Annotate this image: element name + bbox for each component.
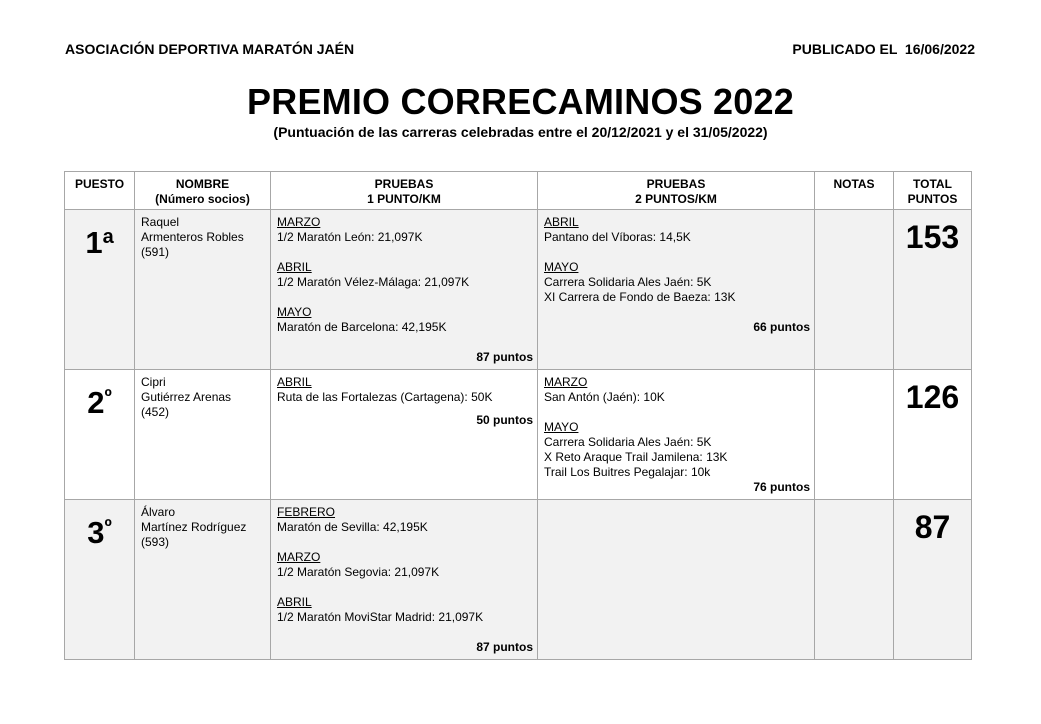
total-points: 87	[894, 500, 972, 660]
header-nombre-label: NOMBRE	[175, 177, 230, 191]
header-total-label: TOTAL	[913, 177, 952, 191]
month-label: ABRIL	[277, 375, 312, 389]
header-nombre	[135, 172, 271, 210]
notes-cell	[815, 370, 894, 500]
member-number: (452)	[141, 405, 170, 419]
month-label: ABRIL	[277, 260, 312, 274]
race-item: San Antón (Jaén): 10K	[544, 390, 665, 404]
race-item: Carrera Solidaria Ales Jaén: 5K	[544, 435, 712, 449]
header-pruebas-1	[271, 172, 538, 210]
name-cell	[135, 370, 271, 500]
pruebas-2-cell	[538, 370, 815, 500]
points-subtotal: 50 puntos	[476, 413, 533, 427]
last-name: Gutiérrez Arenas	[141, 390, 232, 404]
name-cell	[135, 500, 271, 660]
header-total-sub: PUNTOS	[907, 192, 958, 206]
table-row	[65, 210, 972, 370]
first-name: Raquel	[141, 215, 180, 229]
publication-date: PUBLICADO EL 16/06/2022	[792, 41, 975, 57]
month-label: MAYO	[277, 305, 312, 319]
header-pruebas-2-sub: 2 PUNTOS/KM	[635, 192, 717, 206]
table-row	[65, 500, 972, 660]
pruebas-1-cell	[271, 370, 538, 500]
notes-cell	[815, 500, 894, 660]
race-item: 1/2 Maratón Vélez-Málaga: 21,097K	[277, 275, 470, 289]
notes-cell	[815, 210, 894, 370]
race-item: X Reto Araque Trail Jamilena: 13K	[544, 450, 728, 464]
header-pruebas-2	[538, 172, 815, 210]
points-subtotal: 66 puntos	[753, 320, 810, 334]
header-notas: NOTAS	[815, 172, 894, 210]
member-number: (591)	[141, 245, 170, 259]
pruebas-1-cell	[271, 500, 538, 660]
last-name: Armenteros Robles	[141, 230, 244, 244]
header-total	[894, 172, 972, 210]
first-name: Álvaro	[141, 505, 176, 519]
points-subtotal: 76 puntos	[753, 480, 810, 494]
table-row	[65, 370, 972, 500]
total-points: 153	[894, 210, 972, 370]
race-item: Maratón de Sevilla: 42,195K	[277, 520, 428, 534]
month-label: FEBRERO	[277, 505, 336, 519]
position-cell: $3^º$	[65, 500, 135, 660]
pruebas-2-cell	[538, 210, 815, 370]
organization-name: ASOCIACIÓN DEPORTIVA MARATÓN JAÉN	[65, 41, 355, 57]
header-pruebas-1-label: PRUEBAS	[374, 177, 434, 191]
race-item: Trail Los Buitres Pegalajar: 10k	[544, 465, 711, 479]
month-label: MARZO	[277, 550, 321, 564]
position-cell: 1$^a$	[65, 210, 135, 370]
ranking-table	[64, 171, 972, 660]
table-header-row	[65, 172, 972, 210]
month-label: ABRIL	[277, 595, 312, 609]
month-label: ABRIL	[544, 215, 579, 229]
name-cell	[135, 210, 271, 370]
member-number: (593)	[141, 535, 170, 549]
header-pruebas-2-label: PRUEBAS	[646, 177, 706, 191]
header-puesto: PUESTO	[65, 172, 135, 210]
race-item: Carrera Solidaria Ales Jaén: 5K	[544, 275, 712, 289]
race-item: 1/2 Maratón MoviStar Madrid: 21,097K	[277, 610, 484, 624]
month-label: MARZO	[544, 375, 588, 389]
header-nombre-sub: (Número socios)	[155, 192, 250, 206]
pruebas-1-cell	[271, 210, 538, 370]
last-name: Martínez Rodríguez	[141, 520, 247, 534]
first-name: Cipri	[141, 375, 166, 389]
race-item: Pantano del Víboras: 14,5K	[544, 230, 691, 244]
race-item: 1/2 Maratón León: 21,097K	[277, 230, 423, 244]
month-label: MAYO	[544, 420, 579, 434]
total-points: 126	[894, 370, 972, 500]
pruebas-2-cell	[538, 500, 815, 660]
month-label: MAYO	[544, 260, 579, 274]
race-item: Maratón de Barcelona: 42,195K	[277, 320, 447, 334]
race-item: XI Carrera de Fondo de Baeza: 13K	[544, 290, 736, 304]
race-item: 1/2 Maratón Segovia: 21,097K	[277, 565, 440, 579]
page-subtitle: (Puntuación de las carreras celebradas entre el 20/12/2021 y el 31/05/2022)	[273, 124, 768, 140]
header-pruebas-1-sub: 1 PUNTO/KM	[367, 192, 441, 206]
page-title: PREMIO CORRECAMINOS 2022	[247, 81, 794, 122]
month-label: MARZO	[277, 215, 321, 229]
points-subtotal: 87 puntos	[476, 350, 533, 364]
position-cell: $2^º$	[65, 370, 135, 500]
race-item: Ruta de las Fortalezas (Cartagena): 50K	[277, 390, 493, 404]
points-subtotal: 87 puntos	[476, 640, 533, 654]
